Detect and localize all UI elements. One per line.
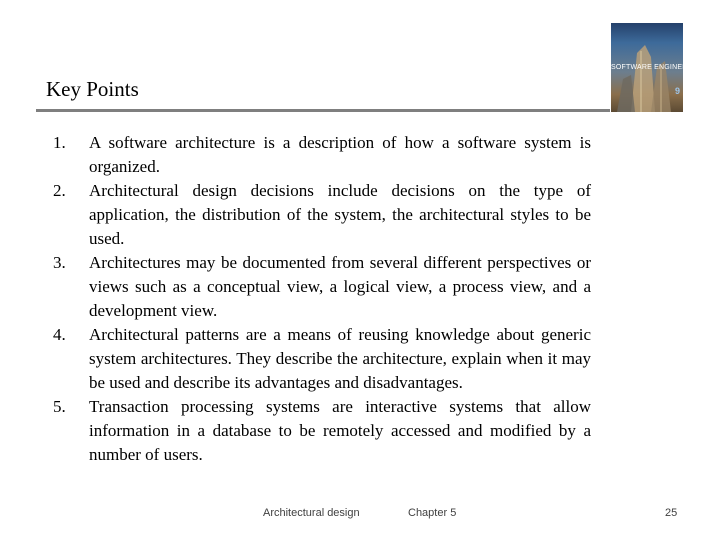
- list-item: [46, 395, 591, 467]
- list-item-number: 1.: [53, 133, 66, 152]
- list-item: [46, 323, 591, 395]
- list-item-number: 3.: [53, 253, 66, 272]
- list-item-number: 5.: [53, 397, 66, 416]
- list-item-text: Architectural patterns are a means of reusing knowledge about generic system architectures. They describe the architecture, explain when it may be used and describe its advantages and disadvantages.: [89, 325, 591, 392]
- title-divider: [36, 109, 610, 112]
- list-item-text: Architectures may be documented from several different perspectives or views such as a conceptual view, a logical view, a process view, and a development view.: [89, 253, 591, 320]
- slide-title: Key Points: [46, 77, 139, 101]
- list-item: [46, 179, 591, 251]
- list-item-text: Architectural design decisions include decisions on the type of application, the distribution of the system, the architectural styles to be used.: [89, 181, 591, 248]
- list-item-text: A software architecture is a description of how a software system is organized.: [89, 133, 591, 176]
- book-cover-image: [611, 23, 706, 112]
- cover-title: SOFTWARE ENGINEERING: [611, 64, 706, 71]
- footer-chapter: Chapter 5: [408, 507, 457, 519]
- footer-topic: Architectural design: [263, 507, 360, 519]
- footer-page-number: 25: [665, 507, 678, 519]
- list-item-text: Transaction processing systems are interactive systems that allow information in a database to be remotely accessed and modified by a number of users.: [89, 397, 591, 464]
- list-item: [46, 251, 591, 323]
- cover-edition: 9: [675, 86, 681, 96]
- list-item-number: 2.: [53, 181, 66, 200]
- list-item-number: 4.: [53, 325, 66, 344]
- key-points-list: [46, 131, 591, 467]
- list-item: [46, 131, 591, 179]
